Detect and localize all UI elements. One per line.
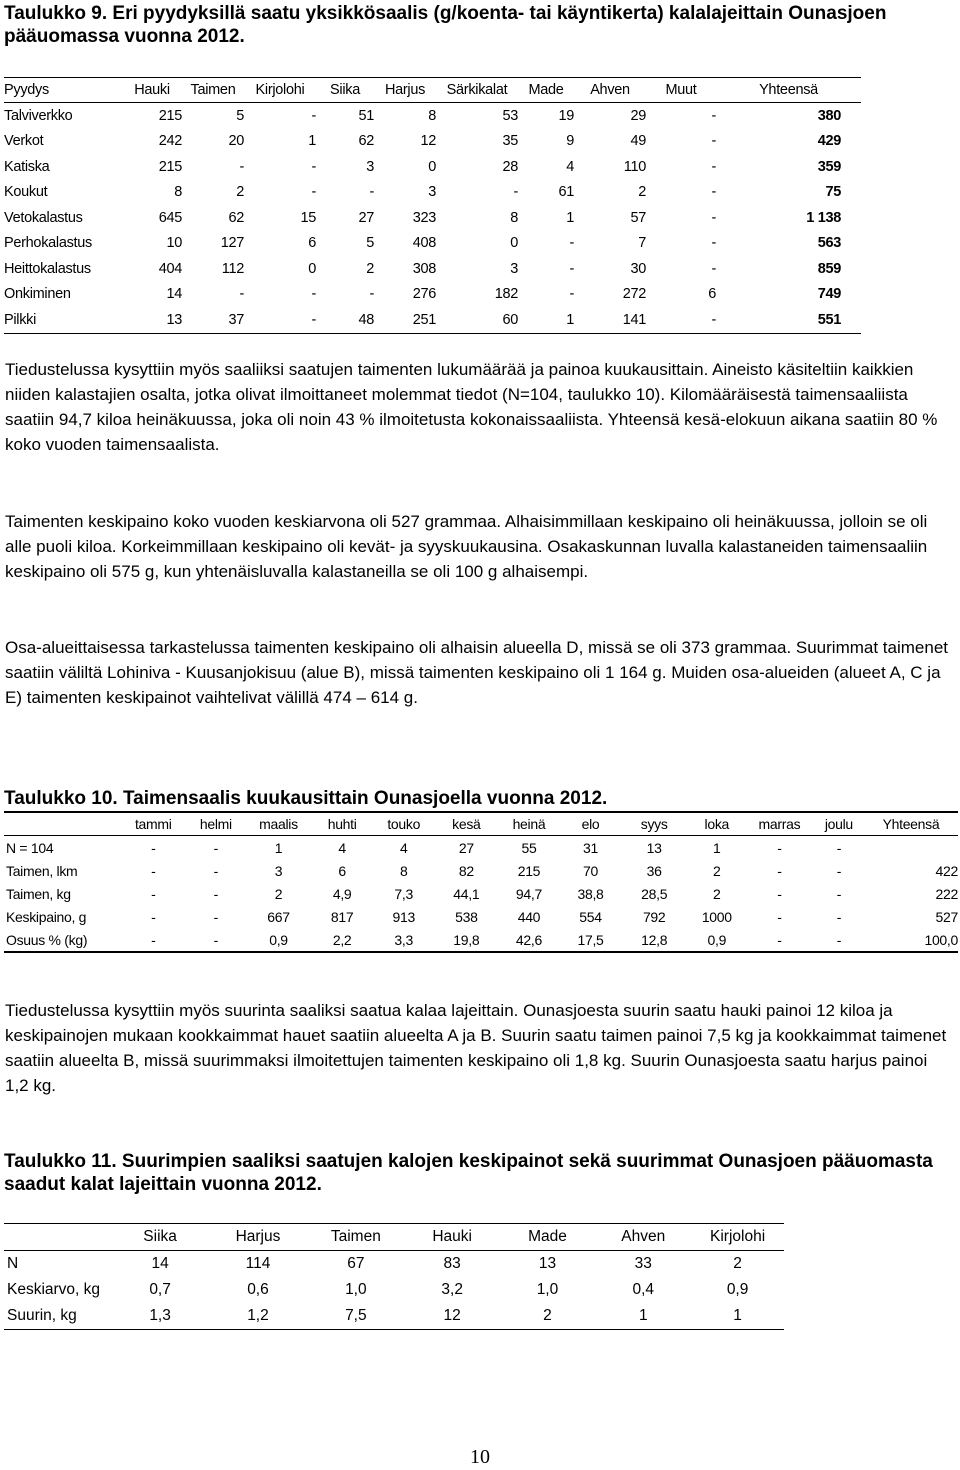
table-cell: 215 (158, 107, 182, 124)
table-cell: 563 (817, 235, 841, 252)
table-cell: 14 (151, 1255, 169, 1272)
table-cell: 2 (713, 862, 721, 879)
table-cell: 38,8 (577, 885, 604, 902)
table-cell: 62 (358, 133, 374, 150)
table-cell: 55 (521, 839, 537, 856)
table-cell: 83 (443, 1255, 461, 1272)
table-cell: 251 (374, 307, 436, 333)
table-cell: 141 (574, 307, 646, 333)
table-cell: 182 (494, 286, 518, 303)
table-cell: 440 (517, 908, 541, 925)
table11-header-3: Taimen (307, 1224, 405, 1251)
table-cell: 8 (510, 209, 518, 226)
table-cell: 4 (566, 158, 574, 175)
table-cell: 57 (630, 209, 646, 226)
table9-header-3: Kirjolohi (244, 78, 316, 103)
table10-header-8: elo (561, 812, 619, 836)
table-cell: Osuus % (kg) (4, 928, 119, 952)
table-cell: 62 (228, 209, 244, 226)
table10-header-9: syys (620, 812, 689, 836)
table-cell: 29 (630, 107, 646, 124)
table-cell: Onkiminen (4, 286, 71, 303)
table9 (4, 77, 861, 334)
paragraph-4: Tiedustelussa kysyttiin myös suurinta saaliksi saatua kalaa lajeittain. Ounasjoesta suurin saatu hauki painoi 12 kiloa ja keskipainojen mukaan kookkaimmat hauet saatiin alueelta A ja B. Suurin saatu taimen painoi 7,5 kg ja kookkaimmat taimenet saatiin alueelta B, missä suurimmaksi ilmoitettujen taimenten keskipaino oli 1,8 kg. Suurin Ounasjoesta saatu harjus painoi 1,2 kg. (5, 1001, 947, 1095)
table-cell: Katiska (4, 158, 50, 175)
table9-header-1: Hauki (122, 78, 182, 103)
table-cell: 28,5 (641, 885, 668, 902)
table-row (4, 103, 861, 129)
table-cell: 127 (220, 235, 244, 252)
table-cell: 33 (634, 1255, 652, 1272)
table-cell: 12 (405, 1303, 500, 1330)
table-cell: 667 (267, 908, 290, 925)
table-cell: - (777, 862, 782, 879)
table-row (4, 928, 958, 952)
table-cell: - (711, 235, 716, 252)
table-cell: - (213, 862, 219, 879)
table9-body (4, 103, 861, 334)
table-cell: 37 (182, 307, 244, 333)
table-row (4, 256, 861, 282)
table-cell: 222 (935, 885, 958, 902)
table-cell: 404 (158, 260, 182, 277)
table-cell: - (777, 839, 782, 856)
table-cell: - (711, 184, 716, 201)
table-cell: - (836, 885, 842, 902)
table-row (4, 905, 958, 928)
table-cell: - (646, 307, 716, 333)
table-cell: N (7, 1255, 19, 1272)
table-cell: - (513, 184, 518, 201)
table-cell: Vetokalastus (4, 209, 83, 226)
table-cell: 7,5 (307, 1303, 405, 1330)
table-cell: 0,4 (632, 1281, 655, 1298)
table-cell: - (213, 885, 219, 902)
table-row (4, 282, 861, 308)
table9-header-0: Pyydys (4, 78, 122, 103)
table-cell: - (711, 158, 716, 175)
table-cell: 6 (708, 286, 716, 303)
table-cell: - (745, 928, 814, 952)
table-cell: - (836, 862, 842, 879)
table-cell: - (239, 158, 244, 175)
table-cell: 5 (366, 235, 374, 252)
table-cell: - (213, 908, 219, 925)
table-cell: 2 (236, 184, 244, 201)
table-cell: 4,9 (332, 885, 352, 902)
table-cell: 61 (558, 184, 574, 201)
table-cell: 408 (412, 235, 436, 252)
table-cell: - (311, 158, 316, 175)
table-cell: Keskiarvo, kg (7, 1281, 101, 1298)
table9-header-2: Taimen (182, 78, 244, 103)
table-cell: 1,0 (536, 1281, 559, 1298)
table-cell: 215 (517, 862, 541, 879)
table-cell: - (311, 286, 316, 303)
table9-title: Taulukko 9. Eri pyydyksillä saatu yksikkösaalis (g/koenta- tai käyntikerta) kalalajeittain Ounasjoen pääuomassa vuonna 2012. (4, 3, 887, 47)
table-cell: 27 (458, 839, 474, 856)
table9-header-10: Yhteensä (716, 78, 861, 103)
table-cell: 12,8 (620, 928, 689, 952)
table-cell: 276 (412, 286, 436, 303)
table-cell: 859 (817, 260, 841, 277)
table-cell: 3,3 (371, 928, 436, 952)
table-cell: 749 (817, 286, 841, 303)
table-row (4, 180, 861, 206)
table10-header-0 (4, 812, 119, 836)
table-cell: 51 (358, 107, 374, 124)
table-cell: 1 (518, 307, 574, 333)
table-cell: 1 (308, 133, 316, 150)
table-cell: 3 (510, 260, 518, 277)
table-cell: - (119, 928, 188, 952)
table-cell: 17,5 (561, 928, 619, 952)
table-cell: - (213, 839, 219, 856)
table11-title: Taulukko 11. Suurimpien saaliksi saatujen kalojen keskipainot sekä suurimmat Ounasjoen pääuomasta saadut kalat lajeittain vuonna 2012. (4, 1151, 933, 1195)
table-cell: 554 (579, 908, 602, 925)
table-cell: 100,0 (864, 928, 958, 952)
table9-header-8: Ahven (574, 78, 646, 103)
table10-header-4: huhti (313, 812, 371, 836)
table-cell: - (711, 107, 716, 124)
table-cell: 4 (399, 839, 408, 856)
table-cell: 7 (638, 235, 646, 252)
table9-header-row (4, 78, 861, 103)
table11 (4, 1223, 784, 1330)
table-cell: 0 (428, 158, 436, 175)
table-cell: Heittokalastus (4, 260, 91, 277)
table-cell: - (151, 908, 156, 925)
table-cell: 1 (274, 839, 283, 856)
table-cell: 112 (221, 260, 244, 277)
table11-header-4: Hauki (405, 1224, 500, 1251)
table-cell: 2 (713, 885, 721, 902)
table-cell: 42,6 (497, 928, 562, 952)
table-cell: - (151, 885, 156, 902)
table-cell: 28 (502, 158, 518, 175)
table-cell: 527 (935, 908, 958, 925)
table-cell: - (569, 286, 574, 303)
table-cell: 0,7 (149, 1281, 171, 1298)
table-cell: Talviverkko (4, 107, 73, 124)
table-row (4, 836, 958, 860)
table-cell: 110 (623, 158, 646, 175)
table-cell: 0,6 (247, 1281, 269, 1298)
table-row (4, 205, 861, 231)
table-cell: 8 (428, 107, 436, 124)
table-row (4, 154, 861, 180)
table-cell: Keskipaino, g (6, 908, 87, 925)
table-cell: 817 (330, 908, 354, 925)
table-cell: - (569, 235, 574, 252)
table10 (4, 811, 958, 953)
table-cell: 2 (500, 1303, 596, 1330)
paragraph-3: Osa-alueittaisessa tarkastelussa taimenten keskipaino oli alhaisin alueella D, missä se oli 373 grammaa. Suurimmat taimenet saatiin väliltä Lohiniva - Kuusanjokisuu (alue B), missä taimenten keskipaino oli 1 164 g. Muiden osa-alueiden (alueet A, C ja E) taimenten keskipainot vaihtelivat välillä 474 – 614 g. (5, 638, 949, 707)
table-cell: 551 (716, 307, 861, 333)
table-cell: 36 (646, 862, 662, 879)
table-cell: 12 (420, 133, 436, 150)
table-cell: Verkot (4, 133, 44, 150)
table-row (4, 307, 861, 333)
table-cell: 2,2 (313, 928, 371, 952)
table10-header-12: joulu (814, 812, 864, 836)
table-cell: 1 (691, 1303, 784, 1330)
table-cell: 0 (308, 260, 316, 277)
table-cell: - (711, 209, 716, 226)
table-cell: 53 (502, 107, 518, 124)
table-cell: 5 (236, 107, 244, 124)
table-cell: - (311, 184, 316, 201)
table9-header-7: Made (518, 78, 574, 103)
table-row (4, 1277, 784, 1303)
table-cell: Perhokalastus (4, 235, 92, 252)
table-cell: 1 (595, 1303, 691, 1330)
table-cell: 60 (436, 307, 518, 333)
table-cell: 15 (300, 209, 316, 226)
table10-header-row (4, 812, 958, 836)
table9-header-5: Harjus (374, 78, 436, 103)
table-cell: 645 (158, 209, 182, 226)
table-cell: 913 (392, 908, 415, 925)
table-cell: - (311, 107, 316, 124)
table11-body (4, 1251, 784, 1330)
table-cell: 6 (338, 862, 346, 879)
table-cell: - (244, 307, 316, 333)
table-cell: - (369, 184, 374, 201)
table10-header-7: heinä (497, 812, 562, 836)
table10-title: Taulukko 10. Taimensaalis kuukausittain Ounasjoella vuonna 2012. (4, 788, 608, 809)
table10-header-6: kesä (436, 812, 497, 836)
table-cell: 2 (274, 885, 283, 902)
table-cell: 1,2 (209, 1303, 307, 1330)
table-cell: 49 (630, 133, 646, 150)
table-cell: 272 (622, 286, 646, 303)
table-cell: - (836, 839, 842, 856)
table-cell: 429 (817, 133, 841, 150)
table-cell: 35 (502, 133, 518, 150)
table-row (4, 129, 861, 155)
table-cell: 19 (558, 107, 574, 124)
table11-header-5: Made (500, 1224, 596, 1251)
table-cell: N = 104 (6, 839, 54, 856)
table11-header-row (4, 1224, 784, 1251)
table10-body (4, 836, 958, 953)
table-cell: 2 (366, 260, 374, 277)
table-cell: 3 (366, 158, 374, 175)
table-cell: 359 (817, 158, 841, 175)
table-cell: 70 (583, 862, 598, 879)
table-cell: 9 (566, 133, 574, 150)
table-row (4, 882, 958, 905)
table-cell: 0,9 (726, 1281, 749, 1298)
table-cell: 0,9 (244, 928, 313, 952)
table11-header-6: Ahven (595, 1224, 691, 1251)
table-cell (864, 836, 958, 860)
table-cell: - (711, 260, 716, 277)
table-cell: - (188, 928, 244, 952)
table-cell: Koukut (4, 184, 48, 201)
table-cell: 30 (630, 260, 646, 277)
table9-header-6: Särkikalat (436, 78, 518, 103)
table-cell: 3 (274, 862, 283, 879)
table-cell: 10 (166, 235, 182, 252)
table-row (4, 1303, 784, 1330)
table-cell: Taimen, lkm (6, 862, 78, 879)
table-cell: - (151, 862, 156, 879)
table-cell: 67 (347, 1255, 365, 1272)
table-cell: 3,2 (441, 1281, 463, 1298)
table-cell: 4 (338, 839, 346, 856)
table-cell: 27 (358, 209, 374, 226)
table11-header-1: Siika (111, 1224, 209, 1251)
table-cell: 44,1 (453, 885, 480, 902)
table-cell: 8 (174, 184, 182, 201)
table-cell: - (369, 286, 374, 303)
table-cell: 308 (412, 260, 436, 277)
table-cell: 422 (935, 862, 958, 879)
table10-header-10: loka (689, 812, 745, 836)
table-cell: 19,8 (436, 928, 497, 952)
table-cell: 75 (825, 184, 841, 201)
table-cell: Taimen, kg (6, 885, 71, 902)
table-cell: 2 (638, 184, 646, 201)
table-cell: 48 (316, 307, 374, 333)
page-number: 10 (470, 1446, 490, 1468)
table-cell: 0 (510, 235, 518, 252)
table-cell: 14 (166, 286, 182, 303)
table9-header-9: Muut (646, 78, 716, 103)
table-cell: Suurin, kg (4, 1303, 111, 1330)
table-cell: 1,3 (111, 1303, 209, 1330)
table9-header-4: Siika (316, 78, 374, 103)
table-cell: - (711, 133, 716, 150)
table-cell: 114 (245, 1255, 271, 1272)
table-cell: 31 (583, 839, 598, 856)
table-cell: 3 (428, 184, 436, 201)
table-cell: - (151, 839, 156, 856)
table-row (4, 231, 861, 257)
table-cell: 1000 (701, 908, 732, 925)
table-cell: 13 (538, 1255, 557, 1272)
table-cell: 8 (399, 862, 408, 879)
table-cell: - (569, 260, 574, 277)
table-cell: - (239, 286, 244, 303)
table-cell: 13 (122, 307, 182, 333)
table11-header-0 (4, 1224, 111, 1251)
table-cell: 94,7 (515, 885, 542, 902)
table-cell: Pilkki (4, 307, 122, 333)
table-cell: - (777, 908, 782, 925)
table10-header-3: maalis (244, 812, 313, 836)
table-cell: 242 (158, 133, 182, 150)
paragraph-2: Taimenten keskipaino koko vuoden keskiarvona oli 527 grammaa. Alhaisimmillaan keskipaino oli heinäkuussa, jolloin se oli alle puoli kiloa. Korkeimmillaan keskipaino oli kevät- ja syyskuukausina. Osakaskunnan luvalla kalastaneiden taimensaaliin keskipaino oli 575 g, kun yhtenäisluvalla kalastaneilla se oli 100 g alhaisempi. (5, 512, 928, 581)
table-cell: 792 (642, 908, 666, 925)
table-cell: - (836, 908, 842, 925)
table10-header-13: Yhteensä (864, 812, 958, 836)
table-cell: 215 (158, 158, 182, 175)
table-row (4, 1251, 784, 1278)
table-cell: - (777, 885, 782, 902)
table-cell: 13 (646, 839, 662, 856)
table10-header-2: helmi (188, 812, 244, 836)
table11-header-7: Kirjolohi (691, 1224, 784, 1251)
table-cell: 1,0 (345, 1281, 367, 1298)
table-cell: 323 (412, 209, 436, 226)
table-cell: 1 (566, 209, 574, 226)
table-cell: 380 (817, 107, 841, 124)
table-cell: 0,9 (689, 928, 745, 952)
table-cell: 1 138 (806, 209, 841, 226)
table-cell: 538 (455, 908, 478, 925)
table-cell: 82 (458, 862, 474, 879)
table11-header-2: Harjus (209, 1224, 307, 1251)
table-cell: 1 (713, 839, 721, 856)
table10-header-11: marras (745, 812, 814, 836)
table-cell: 7,3 (394, 885, 413, 902)
table10-header-5: touko (371, 812, 436, 836)
table-cell: 2 (733, 1255, 742, 1272)
table-cell: - (814, 928, 864, 952)
table-cell: 20 (228, 133, 244, 150)
paragraph-1: Tiedustelussa kysyttiin myös saaliiksi saatujen taimenten lukumäärää ja painoa kuukausittain. Aineisto käsiteltiin kaikkien niiden kalastajien osalta, jotka olivat ilmoittaneet molemmat tiedot (N=104, taulukko 10). Kilomääräisestä taimensaaliista saatiin 94,7 kiloa heinäkuussa, joka oli noin 43 % ilmoitetusta kokonaissaaliista. Yhteensä kesä-elokuun aikana saatiin 80 % koko vuoden taimensaalista. (5, 360, 938, 454)
table10-header-1: tammi (119, 812, 188, 836)
table-row (4, 859, 958, 882)
table-cell: 6 (308, 235, 316, 252)
